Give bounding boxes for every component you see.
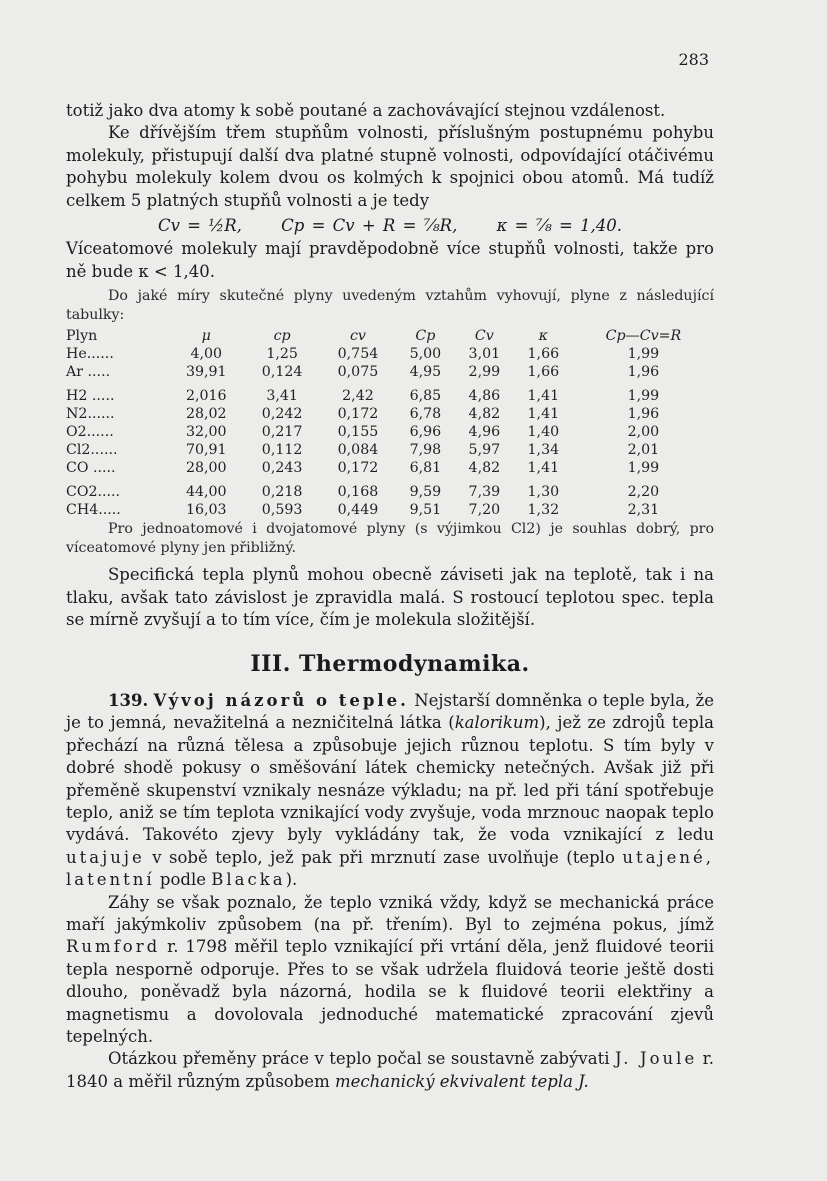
table-cell: 4,96 <box>468 424 501 441</box>
table-row <box>66 459 714 477</box>
table-cell: 0,124 <box>261 364 303 381</box>
text-run: v sobě teplo, jež pak při mrznutí zase uvolňuje (teplo <box>144 847 623 867</box>
formula-line <box>66 212 714 238</box>
table-cell: 1,41 <box>527 406 560 423</box>
text-run: podle <box>154 870 212 890</box>
table-cell: 2,01 <box>627 442 660 459</box>
intro-paragraph: Ke dřívějším třem stupňům volnosti, příslušným postupnému pohybu molekuly, přistupují další dva platné stupně volnosti, odpovídající otáčivému pohybu molekuly kolem dvou os kolmých k spojnici obou atomů. Má tudíž celkem 5 platných stupňů volnosti a je tedy <box>66 123 714 210</box>
table-cell: 4,86 <box>468 388 501 405</box>
table-cell: 1,96 <box>627 406 660 423</box>
table-cell: 28,00 <box>185 460 227 477</box>
table-cell-gas: CH4..... <box>66 502 121 519</box>
section-paragraph-1 <box>66 690 714 892</box>
spaced-term: utajené, latentní <box>66 847 714 890</box>
gas-table <box>66 327 714 519</box>
formula-cp: Cp = Cv + R = ⅞R, <box>281 216 458 236</box>
table-cell: 1,25 <box>266 346 298 363</box>
page-number: 283 <box>678 50 709 69</box>
text-run: r. 1798 měřil teplo vznikající při vrtání děla, jenž fluidové teorii tepla nesporně odporuje. Přes to se však udržela fluidová teorie ještě dosti dlouho, poněvadž byla názorná, hodila se k fluidové teorii elektřiny a magnetismu a dovolovala jednoduché matematické zpracování zjevů tepelných. <box>66 937 714 1046</box>
emphasis-equivalent: mechanický ekvivalent tepla J. <box>334 1071 589 1091</box>
table-row <box>66 381 714 405</box>
text-run: ), jež ze zdrojů tepla přechází na různá tělesa a způsobuje jejich různou teplotu. S tím byly v dobré shodě pokusy o směšování látek chemicky netečných. Avšak již při přeměně skupenství vznikaly nesnáze výkladu; na př. led při tání spotřebuje teplo, aniž se tím teplota vznikající vody zvyšuje, voda mrznouc naopak teplo vydává. Takovéto zjevy byly vykládány tak, že voda vznikající z ledu <box>66 713 714 845</box>
table-cell: 1,96 <box>627 364 660 381</box>
page-body <box>66 100 714 1093</box>
table-cell: 0,168 <box>337 484 379 501</box>
text-run: ). <box>285 870 298 890</box>
table-cell: 4,82 <box>468 460 501 477</box>
header-kappa: κ <box>538 328 548 345</box>
table-cell: 4,95 <box>409 364 442 381</box>
section-number: 139. <box>108 690 149 710</box>
table-cell: 9,59 <box>409 484 442 501</box>
table-cell: 3,01 <box>468 346 501 363</box>
header-cv: Cv <box>474 328 494 345</box>
table-row <box>66 477 714 501</box>
table-cell-gas: CO2..... <box>66 484 121 501</box>
header-mu: μ <box>201 328 211 345</box>
table-cell: 7,98 <box>409 442 442 459</box>
table-cell: 1,99 <box>627 388 660 405</box>
table-cell: 2,00 <box>627 424 660 441</box>
chapter-heading: III. Thermodynamika. <box>250 651 530 678</box>
text-run: Otázkou přeměny práce v teplo počal se soustavně zabývati <box>108 1049 615 1069</box>
table-row <box>66 501 714 519</box>
table-row <box>66 345 714 363</box>
table-cell: 0,075 <box>337 364 379 381</box>
section-paragraph-3 <box>66 1048 714 1093</box>
table-cell: 44,00 <box>185 484 227 501</box>
table-cell: 0,449 <box>337 502 379 519</box>
table-cell: 1,40 <box>527 424 560 441</box>
spaced-name: Rumford <box>66 937 161 957</box>
table-note: Pro jednoatomové i dvojatomové plyny (s výjimkou Cl2) je souhlas dobrý, pro víceatomové plyny jen přibližný. <box>66 521 714 557</box>
table-cell: 1,32 <box>527 502 560 519</box>
section-paragraph-2 <box>66 892 714 1049</box>
table-cell: 6,81 <box>409 460 442 477</box>
table-cell: 1,30 <box>527 484 560 501</box>
intro-line: totiž jako dva atomy k sobě poutané a zachovávající stejnou vzdálenost. <box>66 101 666 120</box>
table-header-row <box>66 327 714 345</box>
table-cell: 39,91 <box>185 364 227 381</box>
table-cell: 1,41 <box>527 460 560 477</box>
table-cell: 0,218 <box>261 484 303 501</box>
table-cell: 1,99 <box>627 346 660 363</box>
table-cell: 7,20 <box>468 502 501 519</box>
table-cell: 7,39 <box>468 484 501 501</box>
table-cell: 5,00 <box>409 346 442 363</box>
table-cell: 1,34 <box>527 442 560 459</box>
table-cell: 70,91 <box>185 442 227 459</box>
text-run: Záhy se však poznalo, že teplo vzniká vždy, když se mechanická práce maří jakýmkoliv způsobem (na př. třením). Byl to zejména pokus, jímž <box>66 892 714 934</box>
header-gas: Plyn <box>66 328 98 345</box>
table-row <box>66 363 714 381</box>
table-cell: 1,66 <box>527 364 560 381</box>
table-cell: 1,66 <box>527 346 560 363</box>
table-row <box>66 405 714 423</box>
table-cell: 2,42 <box>342 388 374 405</box>
table-cell: 1,99 <box>627 460 660 477</box>
table-cell: 4,00 <box>190 346 223 363</box>
header-r: Cp—Cv=R <box>605 328 682 345</box>
table-cell: 0,217 <box>261 424 303 441</box>
table-cell: 2,016 <box>185 388 227 405</box>
header-cp-small: cp <box>273 328 291 345</box>
table-cell-gas: CO ..... <box>66 460 116 477</box>
table-cell: 0,172 <box>337 460 379 477</box>
table-cell-gas: N2...... <box>66 406 115 423</box>
table-cell: 9,51 <box>409 502 442 519</box>
table-cell: 28,02 <box>185 406 227 423</box>
table-row <box>66 441 714 459</box>
section-title: Vývoj názorů o teple. <box>153 690 409 710</box>
specific-heat-paragraph: Specifická tepla plynů mohou obecně záviseti jak na teplotě, tak i na tlaku, avšak tato závislost je zpravidla malá. S rostoucí teplotou spec. tepla se mírně zvyšují a to tím více, čím je molekula složitější. <box>66 565 714 630</box>
table-cell: 6,85 <box>409 388 442 405</box>
table-cell: 0,112 <box>261 442 303 459</box>
table-row <box>66 423 714 441</box>
table-cell-gas: Ar ..... <box>66 364 111 381</box>
text-run: Nejstarší domněnka o teple byla, že je to jemná, nevažitelná a nezničitelná látka ( <box>66 690 714 733</box>
table-cell-gas: H2 ..... <box>66 388 115 405</box>
table-cell: 32,00 <box>185 424 227 441</box>
spaced-name: Blacka <box>211 870 286 890</box>
table-cell: 0,242 <box>261 406 303 423</box>
table-intro: Do jaké míry skutečné plyny uvedeným vztahům vyhovují, plyne z následující tabulky: <box>66 288 714 324</box>
table-cell: 0,155 <box>337 424 379 441</box>
table-cell: 0,172 <box>337 406 379 423</box>
table-cell-gas: O2...... <box>66 424 114 441</box>
table-cell: 4,82 <box>468 406 501 423</box>
emphasis-kalorikum: kalorikum <box>454 713 540 733</box>
table-cell: 6,96 <box>409 424 442 441</box>
table-cell: 2,20 <box>627 484 660 501</box>
table-cell: 6,78 <box>409 406 442 423</box>
formula-kappa: κ = ⅞ = 1,40. <box>496 216 623 236</box>
text-run: r. 1840 a měřil různým způsobem <box>66 1049 714 1091</box>
table-cell: 0,243 <box>261 460 303 477</box>
table-cell: 0,593 <box>261 502 303 519</box>
spaced-term: utajuje <box>66 847 145 867</box>
table-cell: 16,03 <box>185 502 227 519</box>
polyatomic-paragraph: Víceatomové molekuly mají pravděpodobně více stupňů volnosti, takže pro ně bude κ < 1,40. <box>66 239 714 281</box>
table-cell: 1,41 <box>527 388 560 405</box>
header-cp: Cp <box>415 328 436 345</box>
table-cell: 3,41 <box>266 388 298 405</box>
table-cell: 5,97 <box>468 442 501 459</box>
table-cell: 0,084 <box>337 442 379 459</box>
header-cv-small: cv <box>349 328 366 345</box>
table-cell: 0,754 <box>337 346 379 363</box>
table-cell-gas: He...... <box>66 346 114 363</box>
spaced-name: J. Joule <box>614 1049 698 1069</box>
table-cell: 2,31 <box>627 502 660 519</box>
table-cell-gas: Cl2...... <box>66 442 118 459</box>
formula-cv: Cv = ½R, <box>157 216 242 236</box>
table-cell: 2,99 <box>468 364 501 381</box>
